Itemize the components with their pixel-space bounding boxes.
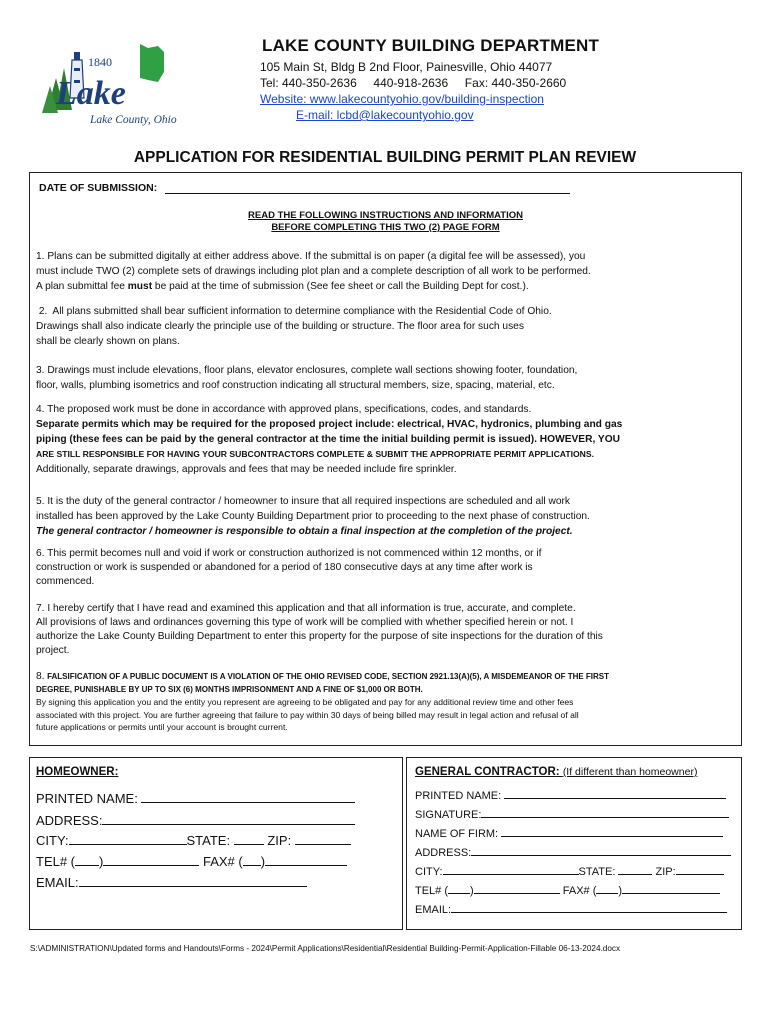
contractor-tel-label: TEL# ( [415,885,449,897]
instruction-6-line: 6. This permit becomes null and void if work or construction authorized is not commenced within 12 months, or if [36,548,542,559]
read-line-2: BEFORE COMPLETING THIS TWO (2) PAGE FORM [271,222,500,233]
contractor-address-row [415,847,731,859]
homeowner-section [29,757,403,930]
instruction-3-line: 3. Drawings must include elevations, floor plans, elevator enclosures, complete wall sections showing footer, foundation, [36,365,578,376]
homeowner-email-label: EMAIL: [36,875,79,890]
contractor-printed-name-row [415,790,726,802]
instruction-7-line: authorize the Lake County Building Department to enter this property for the purpose of site inspections for the duration of this [36,631,603,642]
contractor-email-field[interactable] [451,912,727,913]
contractor-address-label: ADDRESS: [415,847,472,859]
instruction-8-warning: FALSIFICATION OF A PUBLIC DOCUMENT IS A VIOLATION OF THE OHIO REVISED CODE, SECTION 2921.13(A)(5), A MISDEMEANOR OF THE FIRST [47,672,610,681]
homeowner-city-field[interactable] [69,844,187,845]
instruction-2-line: 2. All plans submitted shall bear sufficient information to determine compliance with the Residential Code of Ohio. [36,306,552,317]
contractor-firm-label: NAME OF FIRM: [415,828,499,840]
contractor-printed-name-label: PRINTED NAME: [415,790,502,802]
contractor-address-field[interactable] [471,855,731,856]
street-address: 105 Main St, Bldg B 2nd Floor, Painesville, Ohio 44077 [260,60,553,74]
instruction-7 [36,602,736,658]
instruction-2-line: Drawings shall also indicate clearly the principle use of the building or structure. The floor area for such uses [36,321,524,332]
logo-caption: Lake County, Ohio [90,114,177,126]
instruction-4-line: Separate permits which may be required for the proposed project include: electrical, HVAC, hydronics, plumbing and gas [36,419,623,430]
homeowner-address-label: ADDRESS: [36,813,103,828]
instruction-5-line: 5. It is the duty of the general contractor / homeowner to insure that all required inspections are scheduled and all work [36,496,571,507]
homeowner-email-field[interactable] [79,886,307,887]
instruction-6-line: commenced. [36,576,95,587]
instruction-4-line: Additionally, separate drawings, approvals and fees that may be needed include fire sprinkler. [36,464,457,475]
contractor-firm-row [415,828,723,840]
contractor-city-label: CITY: [415,866,443,878]
contractor-email-row [415,904,727,916]
homeowner-phone-row: TEL# ( ) FAX# ( ) [36,854,347,869]
instruction-8-number: 8. [36,671,45,682]
instruction-1 [36,249,736,294]
homeowner-zip-field[interactable] [295,844,351,845]
homeowner-zip-label: ZIP: [267,833,292,848]
instruction-3 [36,363,736,393]
contractor-zip-field[interactable] [676,874,724,875]
instruction-6-line: construction or work is suspended or abandoned for a period of 180 consecutive days at any time after work is [36,562,533,573]
instruction-4-line: piping (these fees can be paid by the general contractor at the time the initial building permit is issued). HOWEVER, YOU [36,434,620,445]
logo-word: Lake [56,75,126,112]
homeowner-address-field[interactable] [102,824,355,825]
homeowner-printed-name-label: PRINTED NAME: [36,791,138,806]
instruction-8-line: future applications or permits until your account is brought current. [36,722,288,732]
logo-year: 1840 [88,55,112,69]
instruction-5-line: installed has been approved by the Lake County Building Department prior to proceeding to the next phase of construction. [36,511,590,522]
instruction-3-line: floor, walls, plumbing isometrics and roof construction indicating all structural members, size, spacing, material, etc. [36,380,555,391]
homeowner-fax-area-field[interactable] [243,865,261,866]
contractor-city-row [415,866,724,878]
instruction-1-line: must include TWO (2) complete sets of drawings including plot plan and a complete description of all work to be performed. [36,266,591,277]
instructions-box [29,172,742,746]
homeowner-tel-label: TEL# ( [36,854,76,869]
contractor-heading-note: (If different than homeowner) [562,766,698,778]
instruction-5-line: The general contractor / homeowner is responsible to obtain a final inspection at the completion of the project. [36,526,573,537]
contractor-firm-field[interactable] [501,836,723,837]
instruction-2 [36,304,736,349]
instruction-8 [36,670,736,734]
instruction-2-line: shall be clearly shown on plans. [36,336,180,347]
contractor-signature-field[interactable] [481,817,729,818]
instruction-4 [36,402,736,477]
date-of-submission-label: DATE OF SUBMISSION: [39,182,158,194]
contractor-signature-label: SIGNATURE: [415,809,482,821]
homeowner-tel-field[interactable] [103,865,199,866]
contractor-state-label: STATE: [578,866,616,878]
instruction-1-line: 1. Plans can be submitted digitally at either address above. If the submittal is on paper (a digital fee will be assessed), you [36,251,586,262]
homeowner-address-row [36,813,355,828]
contractor-phone-row: TEL# ( ) FAX# ( ) [415,885,720,897]
homeowner-city-row [36,833,351,848]
instruction-5 [36,494,736,539]
instruction-4-line: ARE STILL RESPONSIBLE FOR HAVING YOUR SUBCONTRACTORS COMPLETE & SUBMIT THE APPROPRIATE PERMIT APPLICATIONS. [36,449,594,459]
contractor-printed-name-field[interactable] [504,798,726,799]
homeowner-state-label: STATE: [186,833,231,848]
homeowner-fax-label: FAX# ( [202,854,243,869]
file-path-footer: S:\ADMINISTRATION\Updated forms and Handouts\Forms - 2024\Permit Applications\Residential\Residential Building-Permit-Application-Fillable 06-13-2024.docx [30,944,621,953]
instruction-1-emphasis: must [127,281,153,292]
email-link[interactable]: E-mail: lcbd@lakecountyohio.gov [296,108,474,122]
instruction-7-line: 7. I hereby certify that I have read and examined this application and that all information is true, accurate, and complete. [36,603,576,614]
general-contractor-section [406,757,742,930]
contractor-zip-label: ZIP: [655,866,676,878]
instruction-4-line: 4. The proposed work must be done in accordance with approved plans, specifications, codes, and standards. [36,404,532,415]
instruction-6 [36,547,736,589]
homeowner-email-row [36,875,307,890]
contractor-fax-field[interactable] [622,893,720,894]
instruction-8-line: associated with this project. You are further agreeing that failure to pay within 30 days of being billed may result in legal action and refusal of all [36,709,579,720]
form-title: APPLICATION FOR RESIDENTIAL BUILDING PERMIT PLAN REVIEW [133,149,637,166]
contractor-state-field[interactable] [618,874,652,875]
instruction-8-warning: DEGREE, PUNISHABLE BY UP TO SIX (6) MONTHS IMPRISONMENT AND A FINE OF $1,000 OR BOTH. [36,684,423,694]
instruction-1-text: be paid at the time of submission (See fee sheet or call the Building Dept for cost.). [152,281,529,292]
homeowner-tel-area-field[interactable] [75,865,99,866]
homeowner-heading: HOMEOWNER: [36,766,119,778]
read-line-1: READ THE FOLLOWING INSTRUCTIONS AND INFORMATION [248,210,523,221]
instruction-8-line: By signing this application you and the entity you represent are agreeing to be obligated and pay for any additional review time and other fees [36,697,574,707]
contractor-signature-row [415,809,729,821]
instruction-1-text: A plan submittal fee [36,281,128,292]
homeowner-printed-name-row [36,791,355,806]
contact-block [260,59,566,123]
date-of-submission-field[interactable] [165,193,570,194]
homeowner-city-label: CITY: [36,833,69,848]
letterhead [0,0,770,140]
instruction-7-line: All provisions of laws and ordinances governing this type of work will be complied with whether specified herein or not. I [36,617,574,628]
phone-numbers: Tel: 440-350-2636 440-918-2636 Fax: 440-350-2660 [260,76,567,90]
organization-name: LAKE COUNTY BUILDING DEPARTMENT [262,36,600,55]
homeowner-fax-field[interactable] [265,865,347,866]
contractor-email-label: EMAIL: [415,904,452,916]
instruction-7-line: project. [36,645,70,656]
contractor-tel-field[interactable] [474,893,560,894]
contractor-heading: GENERAL CONTRACTOR: (If different than homeowner) [415,766,698,778]
contractor-fax-label: FAX# ( [562,885,597,897]
read-instructions-heading [30,210,741,234]
contractor-city-field[interactable] [443,874,579,875]
website-link[interactable]: Website: www.lakecountyohio.gov/building-inspection [260,92,544,106]
homeowner-printed-name-field[interactable] [141,802,355,803]
homeowner-state-field[interactable] [234,844,264,845]
contractor-tel-area-field[interactable] [448,893,470,894]
contractor-fax-area-field[interactable] [596,893,618,894]
